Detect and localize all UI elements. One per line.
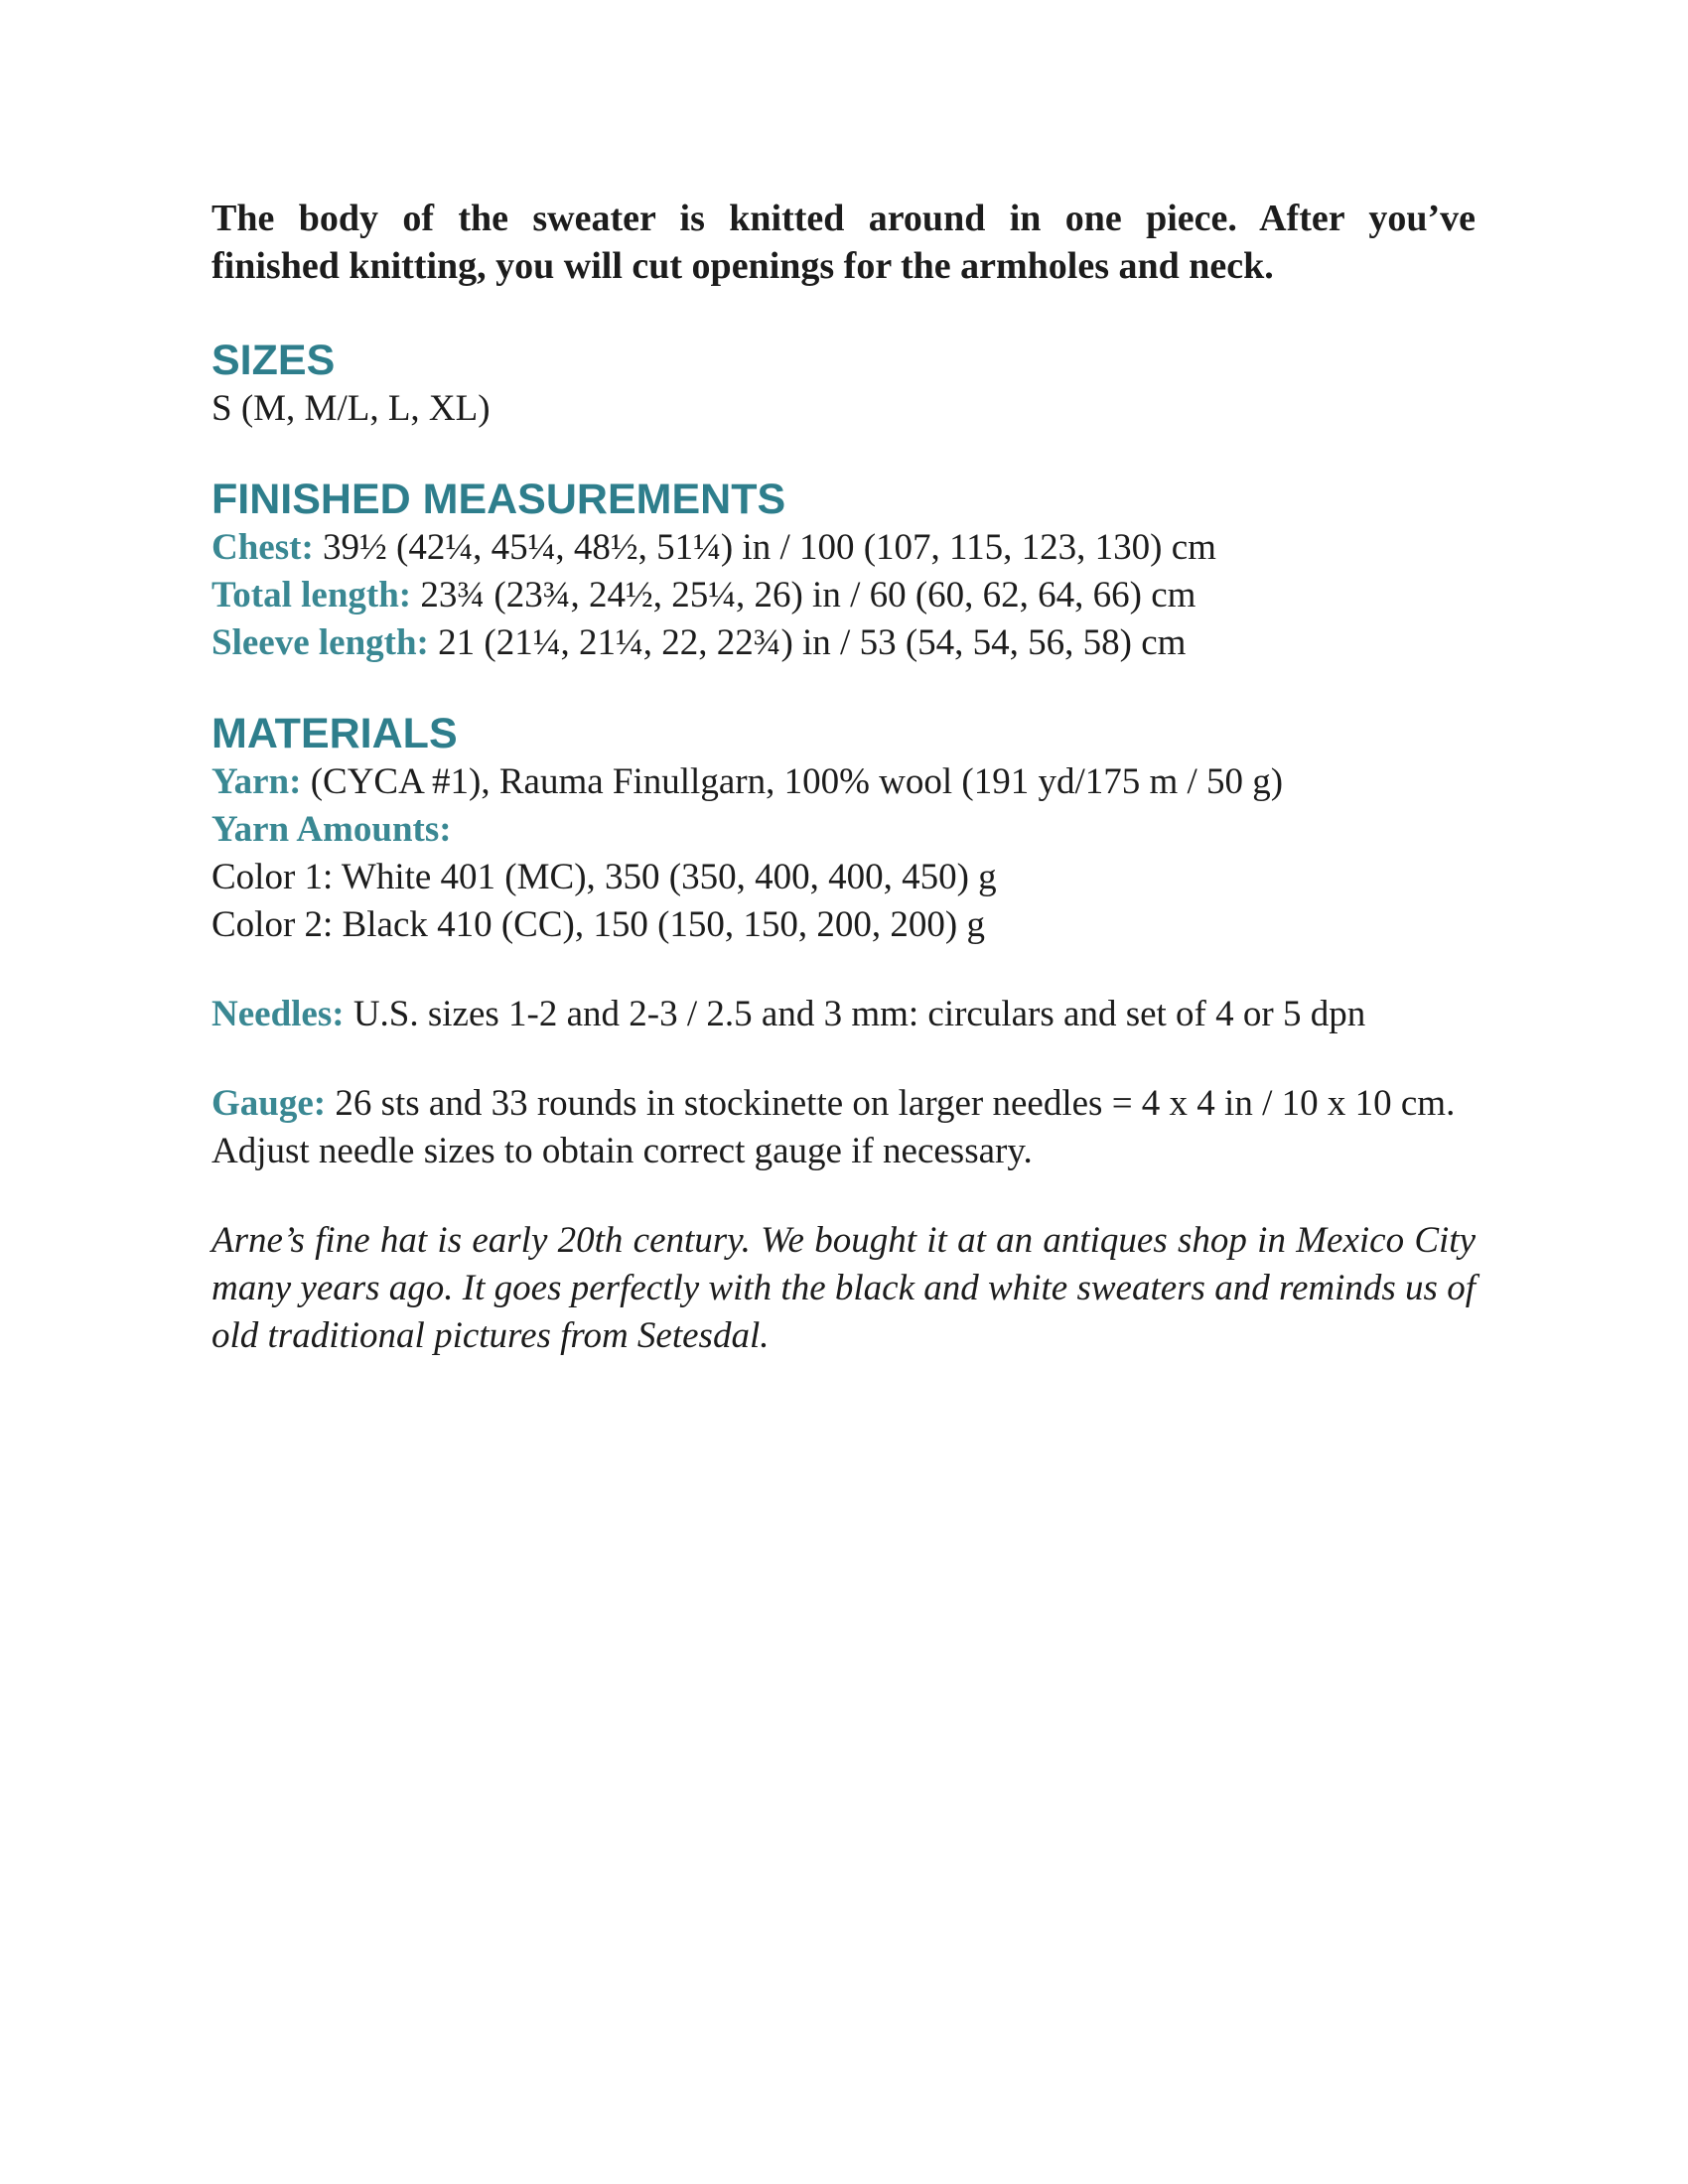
total-length-value: 23¾ (23¾, 24½, 25¼, 26) in / 60 (60, 62, 64, 66) cm: [411, 575, 1196, 615]
color-2-line: Color 2: Black 410 (CC), 150 (150, 150, 200, 200) g: [211, 904, 986, 945]
sleeve-length-value: 21 (21¼, 21¼, 22, 22¾) in / 53 (54, 54, 56, 58) cm: [428, 622, 1187, 663]
sleeve-length-label: Sleeve length:: [211, 622, 429, 663]
yarn-label: Yarn:: [211, 761, 302, 802]
hat-note: Arne’s fine hat is early 20th century. We bought it at an antiques shop in Mexico City many years ago. It goes perfectly with the black and white sweaters and reminds us of old traditional pictures from Setesdal.: [211, 1220, 1476, 1356]
yarn-line: [211, 758, 1476, 806]
needles-label: Needles:: [211, 994, 345, 1034]
yarn-value: (CYCA #1), Rauma Finullgarn, 100% wool (191 yd/175 m / 50 g): [301, 761, 1284, 802]
measurements-section: [211, 475, 1476, 667]
measurements-heading: FINISHED MEASUREMENTS: [211, 476, 786, 523]
sizes-section: [211, 336, 1476, 433]
intro-line-2: finished knitting, you will cut openings for the armholes and neck.: [211, 245, 1274, 287]
sizes-heading: SIZES: [211, 337, 336, 384]
materials-section: [211, 709, 1476, 1175]
needles-line: [211, 991, 1476, 1038]
yarn-amounts-label: Yarn Amounts:: [211, 809, 452, 850]
sleeve-length-line: [211, 619, 1476, 667]
color-1-line: Color 1: White 401 (MC), 350 (350, 400, 400, 450) g: [211, 857, 997, 897]
chest-label: Chest:: [211, 527, 314, 568]
needles-value: U.S. sizes 1-2 and 2-3 / 2.5 and 3 mm: circulars and set of 4 or 5 dpn: [344, 994, 1366, 1034]
gauge-label: Gauge:: [211, 1083, 327, 1124]
chest-line: [211, 524, 1476, 572]
yarn-amounts-line: [211, 806, 1476, 854]
total-length-label: Total length:: [211, 575, 412, 615]
chest-value: 39½ (42¼, 45¼, 48½, 51¼) in / 100 (107, 115, 123, 130) cm: [313, 527, 1216, 568]
intro-paragraph: [211, 195, 1476, 290]
gauge-value: 26 sts and 33 rounds in stockinette on larger needles = 4 x 4 in / 10 x 10 cm.: [326, 1083, 1456, 1124]
gauge-adjust-line: Adjust needle sizes to obtain correct gauge if necessary.: [211, 1131, 1033, 1171]
gauge-line: [211, 1080, 1476, 1128]
total-length-line: [211, 572, 1476, 619]
document-page: [211, 195, 1476, 1360]
intro-line-1: The body of the sweater is knitted around in one piece. After you’ve: [211, 198, 1476, 239]
materials-heading: MATERIALS: [211, 710, 458, 757]
sizes-value: S (M, M/L, L, XL): [211, 388, 491, 429]
